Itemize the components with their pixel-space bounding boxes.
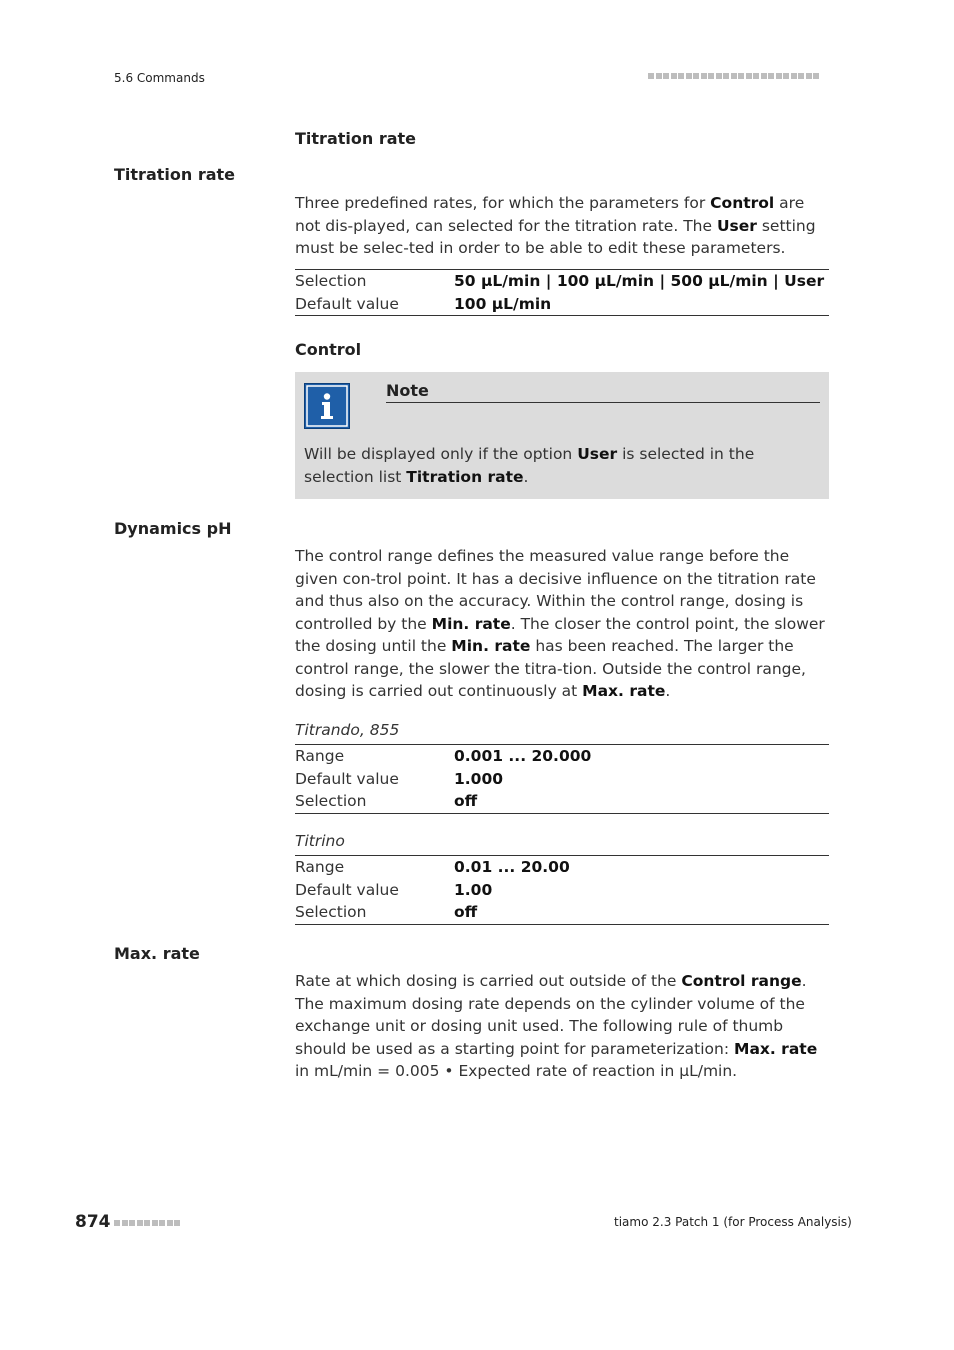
table-row: Range 0.01 ... 20.00: [295, 858, 570, 876]
note-text: Will be displayed only if the option User is selected in the selection list Titration rate.: [304, 445, 755, 486]
device-label: Titrando, 855: [295, 721, 400, 739]
dynamics-description: The control range defines the measured value range before the given con-trol point. It has a decisive influence on the titration rate and thus also on the accuracy. Within the control range, dosing is controlled by the Min. rate. The closer the control point, the slower the dosing until the Min. rate has been reached. The larger the control range, the slower the titra-tion. Outside the control range, dosing is carried out continuously at Max. rate.: [295, 547, 825, 700]
section-title: Titration rate: [295, 129, 417, 148]
footer-decoration: [114, 1220, 182, 1239]
param-label-titration-rate: Titration rate: [114, 165, 236, 184]
titration-rate-description: Three predefined rates, for which the parameters for Control are not dis-played, can selected for the titration rate. The User setting must be selec-ted in order to be able to edit these parameters.: [295, 194, 816, 257]
max-rate-description: Rate at which dosing is carried out outside of the Control range. The maximum dosing rate depends on the cylinder volume of the exchange unit or dosing unit used. The following rule of thumb should be used as a starting point for parameterization: Max. rate in mL/min = 0.005 • Expected rate of reaction in µL/min.: [295, 972, 818, 1080]
table-row: Selection off: [295, 903, 478, 921]
note-title: Note: [386, 381, 820, 403]
titration-rate-table: [295, 269, 829, 316]
footer-product: tiamo 2.3 Patch 1 (for Process Analysis): [614, 1215, 852, 1229]
table-row: Selection off: [295, 792, 478, 810]
device-label: Titrino: [295, 832, 345, 850]
param-label-max-rate: Max. rate: [114, 944, 200, 963]
running-header-section: 5.6 Commands: [114, 71, 205, 85]
info-icon: [304, 383, 350, 429]
page-number: 874: [75, 1212, 111, 1232]
dynamics-table-titrino: [295, 832, 829, 925]
table-row: Default value 1.00: [295, 880, 493, 899]
table-row: Range 0.001 ... 20.000: [295, 747, 592, 765]
note-box: [295, 372, 829, 499]
table-row: Default value 100 µL/min: [295, 294, 552, 313]
table-row: Selection 50 µL/min | 100 µL/min | 500 µL/min | User: [295, 272, 825, 290]
header-decoration: [648, 73, 821, 92]
param-label-dynamics-ph: Dynamics pH: [114, 519, 232, 538]
dynamics-table-titrando: [295, 721, 829, 814]
control-heading: Control: [295, 340, 362, 359]
table-row: Default value 1.000: [295, 769, 504, 788]
